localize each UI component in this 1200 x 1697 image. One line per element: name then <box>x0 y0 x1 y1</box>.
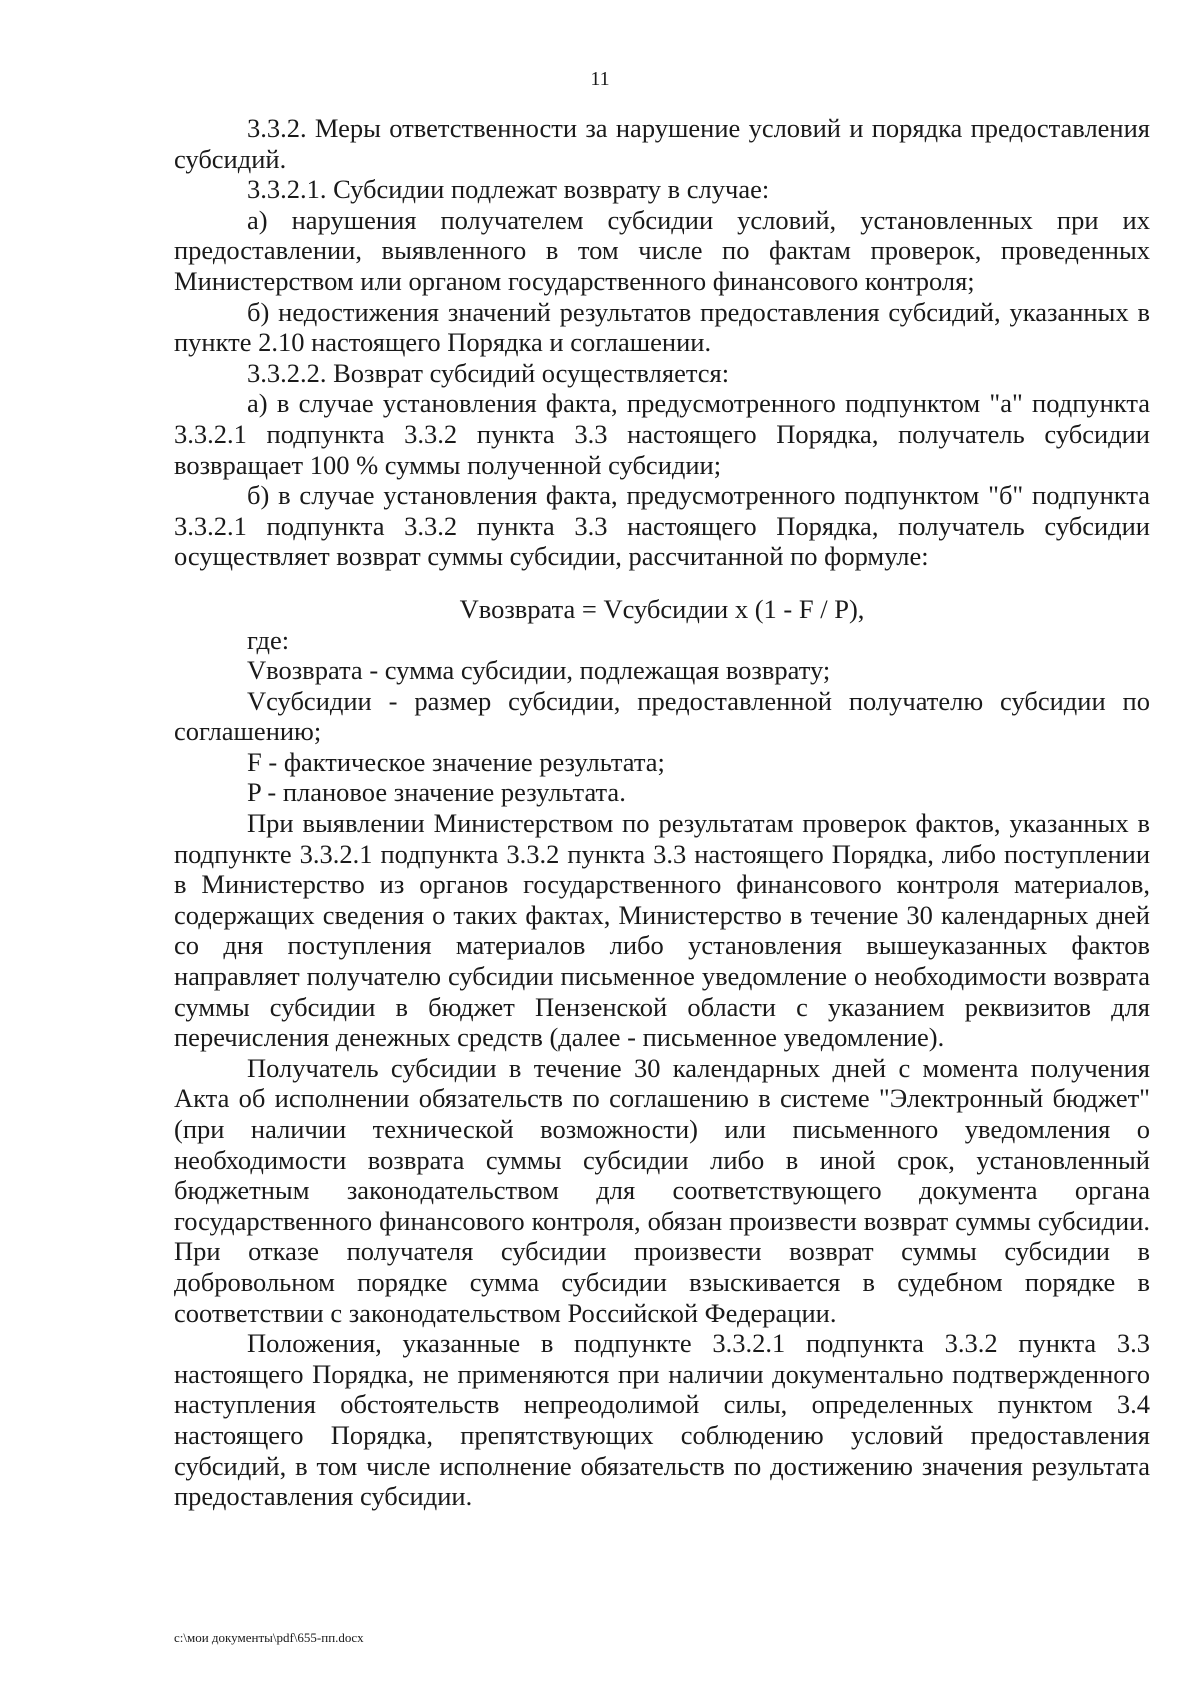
paragraph-3-3-2-1: 3.3.2.1. Субсидии подлежат возврату в случае: <box>247 174 770 205</box>
paragraph-item-a-violation: а) нарушения получателем субсидии условий, установленных при их предоставлении, выявленного в том числе по фактам проверок, проведенных Министерством или органом государственного финансового контроля; <box>174 204 1150 296</box>
return-formula: Vвозврата = Vсубсидии x (1 - F / P), <box>459 593 865 624</box>
page-number: 11 <box>590 68 610 90</box>
formula-def-v-return: Vвозврата - сумма субсидии, подлежащая возврату; <box>247 655 831 686</box>
paragraph-item-b-return: б) в случае установления факта, предусмотренного подпунктом "б" подпункта 3.3.2.1 подпункта 3.3.2 пункта 3.3 настоящего Порядка, получатель субсидии осуществляет возврат суммы субсидии, рассчитанной по формуле: <box>174 480 1150 572</box>
paragraph-recipient-return: Получатель субсидии в течение 30 календарных дней с момента получения Акта об исполнении обязательств по соглашению в системе "Электронный бюджет" (при наличии технической возможности) или письменного уведомления о необходимости возврата суммы субсидии либо в иной срок, установленный бюджетным законодательством для соответствующего документа органа государственного финансового контроля, обязан произвести возврат суммы субсидии. При отказе получателя субсидии произвести возврат суммы субсидии в добровольном порядке сумма субсидии взыскивается в судебном порядке в соответствии с законодательством Российской Федерации. <box>174 1052 1150 1328</box>
formula-def-v-subsidy: Vсубсидии - размер субсидии, предоставленной получателю субсидии по соглашению; <box>174 685 1150 747</box>
paragraph-3-3-2-2: 3.3.2.2. Возврат субсидий осуществляется: <box>247 357 730 388</box>
footer-file-path: c:\мои документы\pdf\655-пп.docx <box>174 1630 364 1645</box>
paragraph-item-a-return: а) в случае установления факта, предусмотренного подпунктом "а" подпункта 3.3.2.1 подпункта 3.3.2 пункта 3.3 настоящего Порядка, получатель субсидии возвращает 100 % суммы полученной субсидии; <box>174 388 1150 480</box>
document-body <box>174 113 1150 1512</box>
paragraph-force-majeure: Положения, указанные в подпункте 3.3.2.1 подпункта 3.3.2 пункта 3.3 настоящего Порядка, не применяются при наличии документально подтвержденного наступления обстоятельств непреодолимой силы, определенных пунктом 3.4 настоящего Порядка, препятствующих соблюдению условий предоставления субсидий, в том числе исполнение обязательств по достижению значения результата предоставления субсидии. <box>174 1328 1150 1512</box>
paragraph-ministry-detection: При выявлении Министерством по результатам проверок фактов, указанных в подпункте 3.3.2.1 подпункта 3.3.2 пункта 3.3 настоящего Порядка, либо поступлении в Министерство из органов государственного финансового контроля материалов, содержащих сведения о таких фактах, Министерство в течение 30 календарных дней со дня поступления материалов либо установления вышеуказанных фактов направляет получателю субсидии письменное уведомление о необходимости возврата суммы субсидии в бюджет Пензенской области с указанием реквизитов для перечисления денежных средств (далее - письменное уведомление). <box>174 808 1150 1053</box>
paragraph-item-b-not-achieved: б) недостижения значений результатов предоставления субсидий, указанных в пункте 2.10 настоящего Порядка и соглашении. <box>174 296 1150 358</box>
paragraph-3-3-2: 3.3.2. Меры ответственности за нарушение условий и порядка предоставления субсидий. <box>174 113 1150 174</box>
formula-def-f: F - фактическое значение результата; <box>247 746 665 777</box>
formula-def-p: P - плановое значение результата. <box>247 777 626 808</box>
formula-where: где: <box>247 624 290 655</box>
